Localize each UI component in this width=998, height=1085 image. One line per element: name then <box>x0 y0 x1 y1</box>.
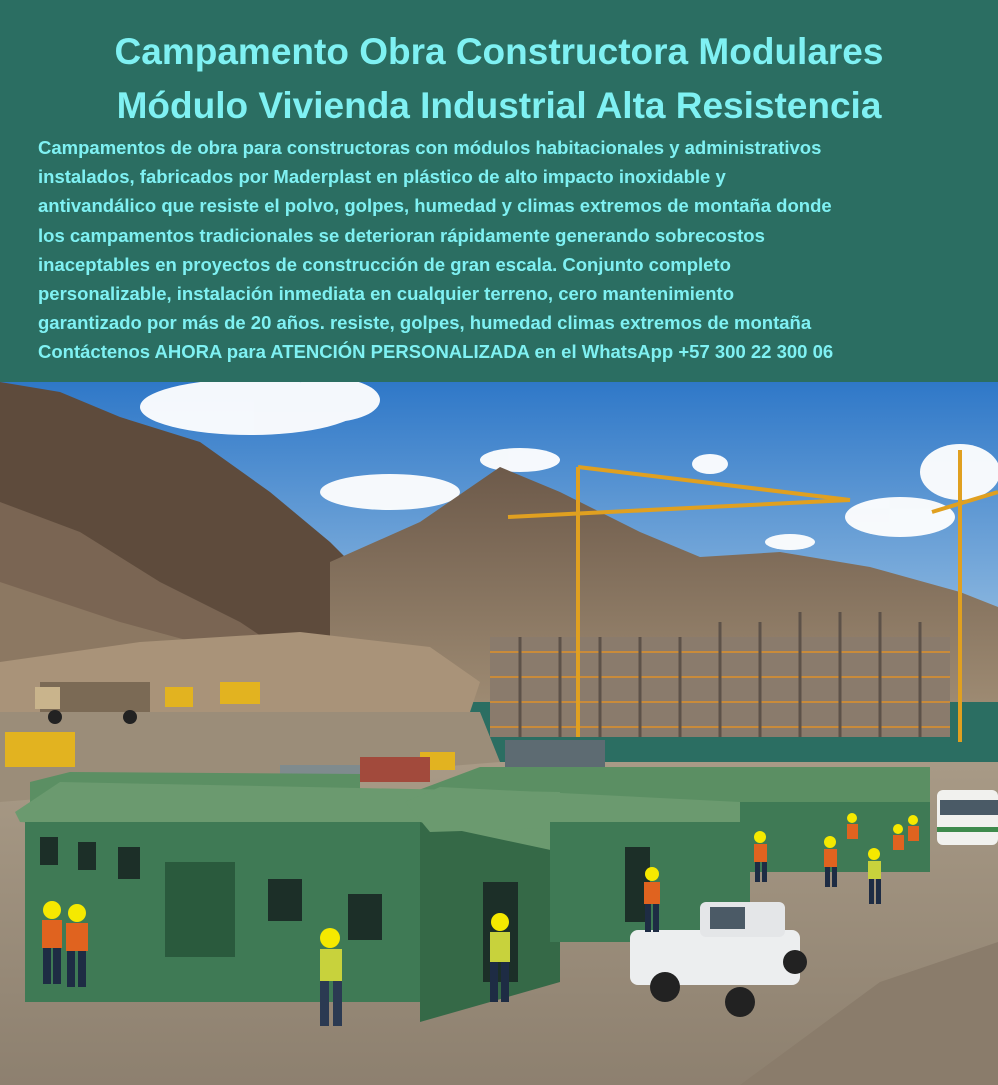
description-line: los campamentos tradicionales se deterioran rápidamente generando sobrecostos <box>38 224 765 246</box>
description-line: instalados, fabricados por Maderplast en plástico de alto impacto inoxidable y <box>38 166 726 188</box>
contact-line: Contáctenos AHORA para ATENCIÓN PERSONALIZADA en el WhatsApp +57 300 22 300 06 <box>38 341 834 363</box>
construction-camp-photo <box>0 382 998 1085</box>
worker <box>847 813 858 839</box>
bus <box>937 790 998 845</box>
description-line: inaceptables en proyectos de construcción de gran escala. Conjunto completo <box>38 253 731 275</box>
worker <box>908 815 919 841</box>
page-title-line-1: Campamento Obra Constructora Modulares <box>114 31 884 72</box>
page-title-line-2: Módulo Vivienda Industrial Alta Resistencia <box>116 85 882 126</box>
description-line: personalizable, instalación inmediata en cualquier terreno, cero mantenimiento <box>38 283 734 305</box>
header-banner <box>0 0 998 382</box>
description-paragraph <box>38 133 968 367</box>
description-line: antivandálico que resiste el polvo, golpes, humedad y climas extremos de montaña donde <box>38 195 832 217</box>
description-line: Campamentos de obra para constructoras con módulos habitacionales y administrativos <box>38 137 822 158</box>
description-line: garantizado por más de 20 años. resiste, golpes, humedad climas extremos de montaña <box>38 312 812 334</box>
worker <box>893 824 904 850</box>
